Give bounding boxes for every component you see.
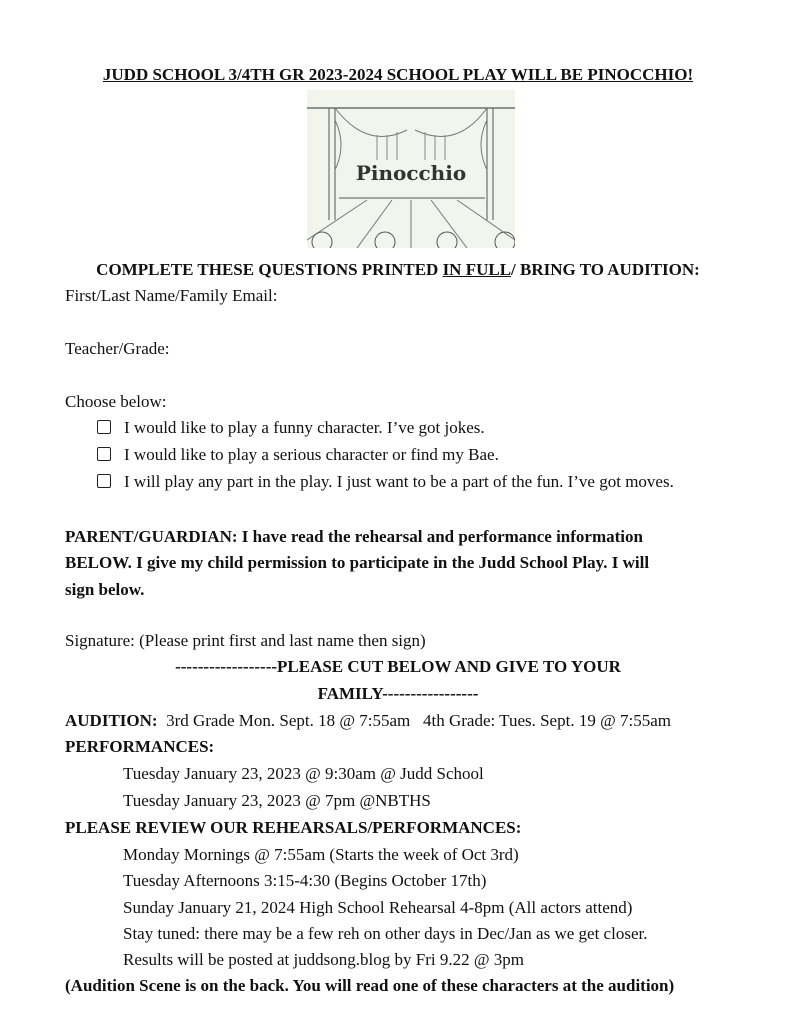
footer-note: (Audition Scene is on the back. You will read one of these characters at the audition): [65, 976, 675, 995]
cut-line: ------------------PLEASE CUT BELOW AND GIVE TO YOUR: [175, 657, 621, 676]
cut-line: FAMILY-----------------: [317, 684, 479, 703]
rehearsal-item: Stay tuned: there may be a few reh on other days in Dec/Jan as we get closer.: [123, 924, 648, 943]
option-serious[interactable]: [97, 445, 499, 465]
signature-label: Signature: (Please print first and last name then sign): [65, 631, 426, 650]
checkbox[interactable]: [97, 420, 111, 434]
heading-emphasis: IN FULL: [442, 260, 512, 279]
option-label: I will play any part in the play. I just want to be a part of the fun. I’ve got moves.: [124, 472, 674, 491]
performance-item: Tuesday January 23, 2023 @ 9:30am @ Judd School: [123, 764, 484, 783]
checkbox[interactable]: [97, 474, 111, 488]
audition-label: AUDITION:: [65, 711, 158, 730]
rehearsal-item: Tuesday Afternoons 3:15-4:30 (Begins October 17th): [123, 871, 487, 890]
option-funny[interactable]: [97, 418, 485, 438]
form-heading: [0, 260, 796, 280]
parent-consent-line: PARENT/GUARDIAN: I have read the rehearsal and performance information: [65, 527, 643, 546]
teacher-grade-label: Teacher/Grade:: [65, 339, 170, 358]
name-email-label: First/Last Name/Family Email:: [65, 286, 278, 305]
checkbox[interactable]: [97, 447, 111, 461]
heading-text-end: / BRING TO AUDITION:: [511, 260, 700, 279]
heading-text: COMPLETE THESE QUESTIONS PRINTED: [96, 260, 443, 279]
parent-consent-line: BELOW. I give my child permission to participate in the Judd School Play. I will: [65, 553, 650, 572]
review-label: PLEASE REVIEW OUR REHEARSALS/PERFORMANCES:: [65, 818, 522, 837]
audition-text: 3rd Grade Mon. Sept. 18 @ 7:55am 4th Grade: Tues. Sept. 19 @ 7:55am: [157, 711, 671, 730]
choose-label: Choose below:: [65, 392, 167, 411]
option-any-part[interactable]: [97, 472, 674, 492]
audition-info: [65, 711, 671, 731]
option-label: I would like to play a serious character or find my Bae.: [124, 445, 499, 464]
rehearsal-item: Monday Mornings @ 7:55am (Starts the week of Oct 3rd): [123, 845, 519, 864]
rehearsal-item: Sunday January 21, 2024 High School Rehearsal 4-8pm (All actors attend): [123, 898, 633, 917]
rehearsal-item: Results will be posted at juddsong.blog by Fri 9.22 @ 3pm: [123, 950, 524, 969]
option-label: I would like to play a funny character. I’ve got jokes.: [124, 418, 485, 437]
page-title: JUDD SCHOOL 3/4TH GR 2023-2024 SCHOOL PLAY WILL BE PINOCCHIO!: [102, 65, 694, 84]
logo-text: Pinocchio: [355, 161, 467, 185]
performances-label: PERFORMANCES:: [65, 737, 215, 756]
pinocchio-stage-illustration: [307, 90, 515, 248]
performance-item: Tuesday January 23, 2023 @ 7pm @NBTHS: [123, 791, 431, 810]
parent-consent-line: sign below.: [65, 580, 145, 599]
